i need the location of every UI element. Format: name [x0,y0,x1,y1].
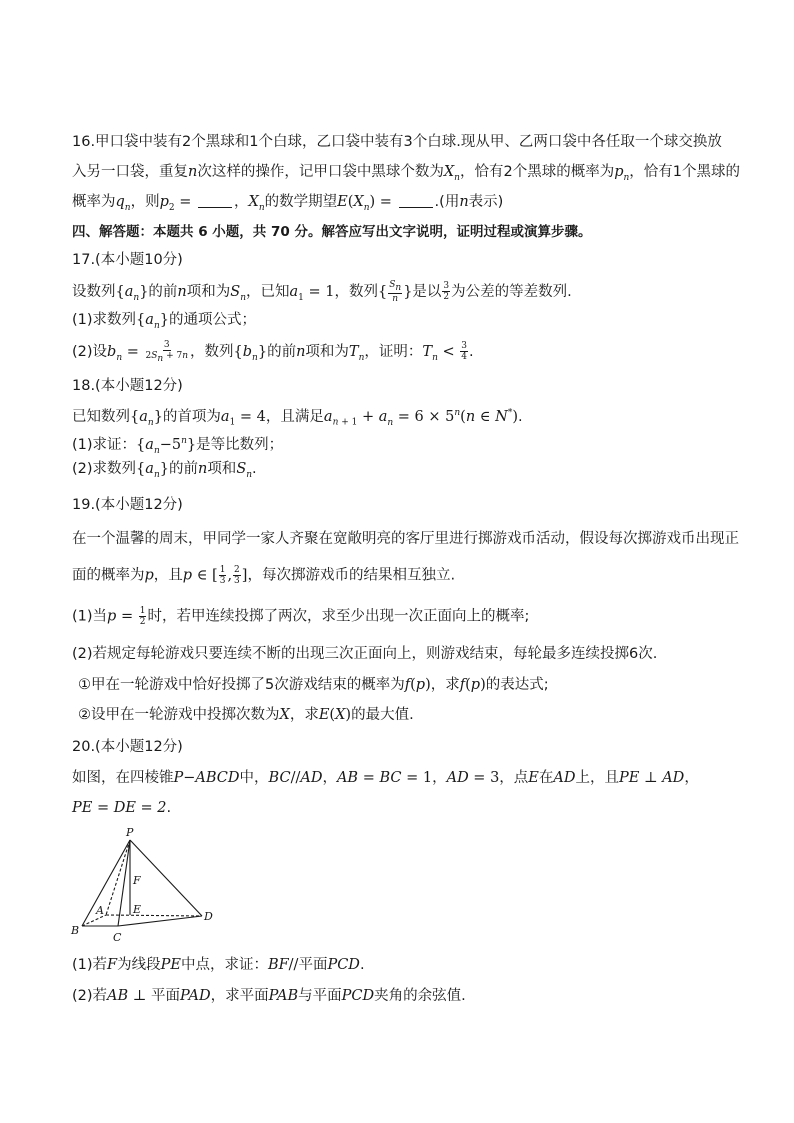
q19-part1: (1)当p = $\frac{1}{2}$ 时，若甲连续投掷了两次，求至少出现一次正面向上的概率; [72,606,530,627]
q16-line2: 入另一口袋，重复n次这样的操作，记甲口袋中黑球个数为$X_n$，恰有2个黑球的概率为$p_n$，恰有1个黑球的 [72,164,741,183]
section-heading: 四、解答题：本题共 6 小题，共 70 分。解答应写出文字说明，证明过程或演算步骤。 [72,224,592,240]
label-C: C [113,931,122,944]
q19-subpart2: ②设甲在一轮游戏中投掷次数为X，求E(X)的最大值. [78,707,414,723]
edge-PB [82,840,130,926]
q17-part1: (1)求数列$\{a_n\}$的通项公式； [72,312,256,331]
q20-stem-line1: 如图，在四棱锥P−ABCD中，BC//AD，AB = BC = 1，AD = 3，点E在AD上，且PE ⊥ AD， [72,770,699,786]
q18-part1: (1)求证：$\{a_n-5^n\}$是等比数列； [72,436,284,456]
q16-line1: 16.甲口袋中装有2个黑球和1个白球，乙口袋中装有3个白球.现从甲、乙两口袋中各任取一个球交换放 [72,134,722,150]
q19-stem-line2: 面的概率为p，且p ∈ [ $\frac{1}{3}$ , $\frac{2}{3}$ ]，每次掷游戏币的结果相互独立. [72,565,456,586]
q20-part1: (1)若F为线段PE中点，求证：BF//平面PCD. [72,957,365,973]
label-A: A [96,904,104,917]
edge-CD [118,916,202,926]
q18-heading: 18.(本小题12分) [72,378,183,394]
label-E: E [133,903,142,916]
q16-line3: 概率为$q_n$，则$p_2$ = ，$X_n$的数学期望$E(X_n)$ = .(用n表示) [72,194,504,213]
q19-stem-line1: 在一个温馨的周末，甲同学一家人齐聚在宽敞明亮的客厅里进行掷游戏币活动，假设每次掷游戏币出现正 [72,531,739,547]
edge-AD [106,915,202,916]
q17-stem: 设数列$\{a_n\}$的前n项和为$S_n$，已知$a_1 = 1$，数列{ $\frac{S_n}{n}$ }是以 $\frac{3}{2}$ 为公差的等差数列. [72,280,572,304]
edge-PC [118,840,130,926]
label-B: B [71,924,80,937]
answer-blank-2 [399,193,433,208]
q19-part2: (2)若规定每轮游戏只要连续不断的出现三次正面向上，则游戏结束，每轮最多连续投掷6次. [72,646,658,662]
q20-part2: (2)若AB ⊥ 平面PAD，求平面PAB与平面PCD夹角的余弦值. [72,988,466,1004]
q18-part2: (2)求数列$\{a_n\}$的前n项和$S_n$. [72,461,257,480]
q19-heading: 19.(本小题12分) [72,497,183,513]
q19-subpart1: ①甲在一轮游戏中恰好投掷了5次游戏结束的概率为f(p)，求f(p)的表达式; [78,677,549,693]
label-F: F [133,874,141,887]
q17-part2: (2)设$b_n$ = $\frac{3}{2S_n + 7n}$ ，数列$\{b_n\}$的前n项和为$T_n$，证明：$T_n$ < $\frac{3}{4}$ . [72,340,474,364]
q20-stem-line2: PE = DE = 2. [72,800,172,816]
answer-blank-1 [198,193,232,208]
q18-stem: 已知数列$\{a_n\}$的首项为$a_1 = 4$，且满足$a_{n + 1} + a_n = 6 \times 5^n(n$ ∈ N*). [72,408,523,428]
label-D: D [204,910,213,923]
pyramid-figure [66,822,226,946]
label-P: P [126,826,134,839]
q20-heading: 20.(本小题12分) [72,739,183,755]
q17-heading: 17.(本小题10分) [72,252,183,268]
